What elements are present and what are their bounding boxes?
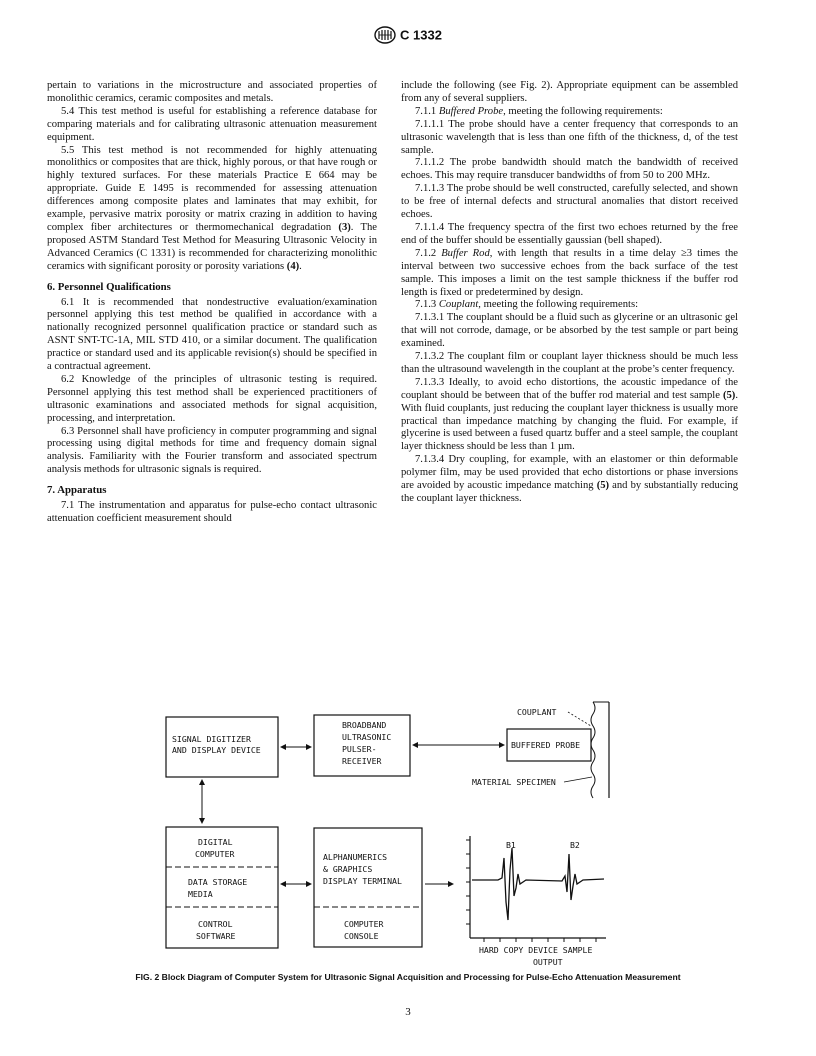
data-storage-label-2: MEDIA: [188, 889, 213, 899]
page-header: [0, 26, 816, 44]
clause-text: , meeting the following requirements:: [478, 299, 639, 311]
paragraph-text-a: 7.1.3.3 Ideally, to avoid echo distortions, the acoustic impedance of the couplant should be between that of the buffer rod material and test sample: [401, 376, 738, 401]
paragraph-7-1-3: [401, 299, 738, 312]
paragraph-7-1-1: [401, 106, 738, 119]
signal-digitizer-label-2: AND DISPLAY DEVICE: [172, 745, 261, 755]
echo-label-b1: B1: [506, 840, 516, 850]
paragraph-text-b: and by substantially reducing the couplant layer thickness.: [401, 480, 738, 504]
clause-term-couplant: Couplant: [438, 299, 479, 311]
terminal-label-2: & GRAPHICS: [323, 864, 373, 874]
pulser-label-2: ULTRASONIC: [342, 732, 392, 742]
specimen-leader: [564, 777, 592, 782]
terminal-label-1: ALPHANUMERICS: [323, 852, 388, 862]
pulser-label-3: PULSER-: [342, 744, 377, 754]
clause-text: , with length that results in a time delay ≥3 times the interval between two successive echoes from the back surface of the test sample. This imposes a limit on the test sample thickness if the buffer rod length is fixed or predetermined by design.: [401, 247, 738, 298]
couplant-label: COUPLANT: [517, 707, 557, 717]
paragraph-7-1-1-4: 7.1.1.4 The frequency spectra of the first two echoes returned by the free end of the buffer should be essentially gaussian (bell shaped).: [401, 221, 738, 246]
signal-digitizer-label-1: SIGNAL DIGITIZER: [172, 734, 251, 744]
reference-3: (3): [338, 221, 351, 233]
left-column: [47, 80, 377, 526]
material-specimen-label: MATERIAL SPECIMEN: [472, 777, 556, 787]
paragraph-7-1-1-2: 7.1.1.2 The probe bandwidth should match the bandwidth of received echoes. This may require transducer bandwidths of from 50 to 200 MHz.: [401, 157, 738, 182]
paragraph-7-1-1-3: 7.1.1.3 The probe should be well constructed, carefully selected, and shown to be free of internal defects and structural anomalies that distort received echoes.: [401, 183, 738, 221]
data-storage-label-1: DATA STORAGE: [188, 877, 248, 887]
clause-term-buffer-rod: Buffer Rod: [441, 247, 490, 259]
paragraph-5-4: 5.4 This test method is useful for establishing a reference database for comparing materials and for calibrating ultrasonic attenuation measurement equipment.: [47, 105, 377, 143]
paragraph-7-1: 7.1 The instrumentation and apparatus for pulse-echo contact ultrasonic attenuation coefficient measurement should: [47, 500, 377, 524]
control-software-label-2: SOFTWARE: [196, 931, 236, 941]
standard-designation: C 1332: [400, 27, 442, 43]
block-diagram-svg: [150, 698, 620, 970]
figure-2-block-diagram: [150, 698, 620, 970]
buffered-probe-label: BUFFERED PROBE: [511, 740, 581, 750]
terminal-label-3: DISPLAY TERMINAL: [323, 876, 402, 886]
clause-number: 7.1.2: [415, 247, 442, 259]
paragraph-7-1-3-1: 7.1.3.1 The couplant should be a fluid such as glycerine or an ultrasonic gel that will not corrode, damage, or be absorbed by the test sample or part being examined.: [401, 312, 738, 350]
paragraph-7-1-3-4: [401, 454, 738, 506]
paragraph-5-3-continued: pertain to variations in the microstructure and associated properties of monolithic ceramics, ceramic composites and metals.: [47, 80, 377, 104]
clause-text: , meeting the following requirements:: [503, 105, 663, 117]
digital-computer-label-2: COMPUTER: [195, 849, 235, 859]
paragraph-7-1-3-3: [401, 377, 738, 454]
echo-label-b2: B2: [570, 840, 580, 850]
paragraph-5-5-text-b: . The proposed ASTM Standard Test Method for Measuring Ultrasonic Velocity in Advanced Ceramics (C 1331) is recommended for characterizing monolithic ceramics with significant porosity or porosity variations: [47, 221, 378, 272]
digital-computer-label-1: DIGITAL: [198, 837, 233, 847]
hardcopy-label-1: HARD COPY DEVICE SAMPLE: [479, 945, 593, 955]
right-column: [401, 80, 738, 506]
reference-5: (5): [722, 389, 736, 401]
echo-waveform: [472, 848, 604, 920]
paragraph-text-a: 7.1.3.4 Dry coupling, for example, with an elastomer or thin deformable polymer film, may be used provided that echo distortions or phase inversions are avoided by acoustic impedance matching: [401, 454, 738, 492]
paragraph-text-b: . With fluid couplants, just reducing the couplant layer thickness is usually more practical than impedance matching by changing the fluid. For example, if glycerine is used between a fused quartz buffer and a steel sample, the couplant layer thickness should be less than 1 µm.: [401, 389, 738, 453]
display-terminal-box: [314, 828, 422, 947]
paragraph-6-2: 6.2 Knowledge of the principles of ultrasonic testing is required. Personnel applying this test method shall be experienced practitioners of ultrasonic examinations and associated methods for signal acquisition, processing, and interpretation.: [47, 373, 377, 424]
section-heading-6: 6. Personnel Qualifications: [47, 280, 171, 293]
section-heading-7: 7. Apparatus: [47, 484, 107, 497]
paragraph-7-1-2: [401, 248, 738, 300]
reference-5: (5): [596, 480, 610, 492]
paragraph-5-5-text-c: .: [299, 260, 302, 272]
control-software-label-1: CONTROL: [198, 919, 233, 929]
pulser-label-1: BROADBAND: [342, 720, 387, 730]
paragraph-5-5: [47, 145, 377, 274]
paragraph-7-1-continued: include the following (see Fig. 2). Appropriate equipment can be assembled from any of several suppliers.: [401, 80, 738, 104]
astm-logo-icon: [374, 26, 396, 44]
page-number: 3: [405, 1006, 411, 1018]
clause-number: 7.1.1: [415, 105, 439, 117]
figure-caption: FIG. 2 Block Diagram of Computer System for Ultrasonic Signal Acquisition and Processing for Pulse-Echo Attenuation Measurement: [135, 972, 681, 982]
console-label-1: COMPUTER: [344, 919, 384, 929]
paragraph-6-3: 6.3 Personnel shall have proficiency in computer programming and signal processing using digital methods for time and frequency domain signal analysis. Familiarity with the Fourier transform and associated spectrum analysis methods for ultrasonic signals is required.: [47, 425, 377, 476]
paragraph-7-1-1-1: 7.1.1.1 The probe should have a center frequency that corresponds to an ultrasonic wavelength that is less than one fifth of the thickness, d, of the test sample.: [401, 118, 738, 156]
console-label-2: CONSOLE: [344, 931, 379, 941]
hardcopy-label-2: OUTPUT: [533, 957, 563, 967]
paragraph-7-1-3-2: 7.1.3.2 The couplant film or couplant layer thickness should be much less than the ultrasound wavelength in the couplant at the probe’s center frequency.: [401, 351, 738, 375]
paragraph-5-5-text-a: 5.5 This test method is not recommended for highly attenuating monolithics or composites that are thick, highly porous, or that have rough or highly textured surfaces. For these materials Practice E 664 may be appropriate. Guide E 1495 is recommended for assessing attenuation differences among composite plates and laminates that may exhibit, for example, pervasive matrix porosity or matrix crazing in addition to having complex fiber architectures or thermomechanical degradation: [47, 144, 377, 233]
reference-4: (4): [286, 260, 300, 272]
couplant-leader: [568, 712, 591, 726]
clause-term-buffered-probe: Buffered Probe: [438, 105, 504, 117]
pulser-label-4: RECEIVER: [342, 756, 382, 766]
paragraph-6-1: 6.1 It is recommended that nondestructive evaluation/examination personnel applying this test method be qualified in accordance with a nationally recognized personnel qualification practice or standard such as ASNT SNT-TC-1A, MIL STD 410, or a similar document. The qualification practice or standard used and its applicable revision(s) should be specified in a contractual agreement.: [47, 296, 377, 373]
clause-number: 7.1.3: [415, 299, 439, 311]
